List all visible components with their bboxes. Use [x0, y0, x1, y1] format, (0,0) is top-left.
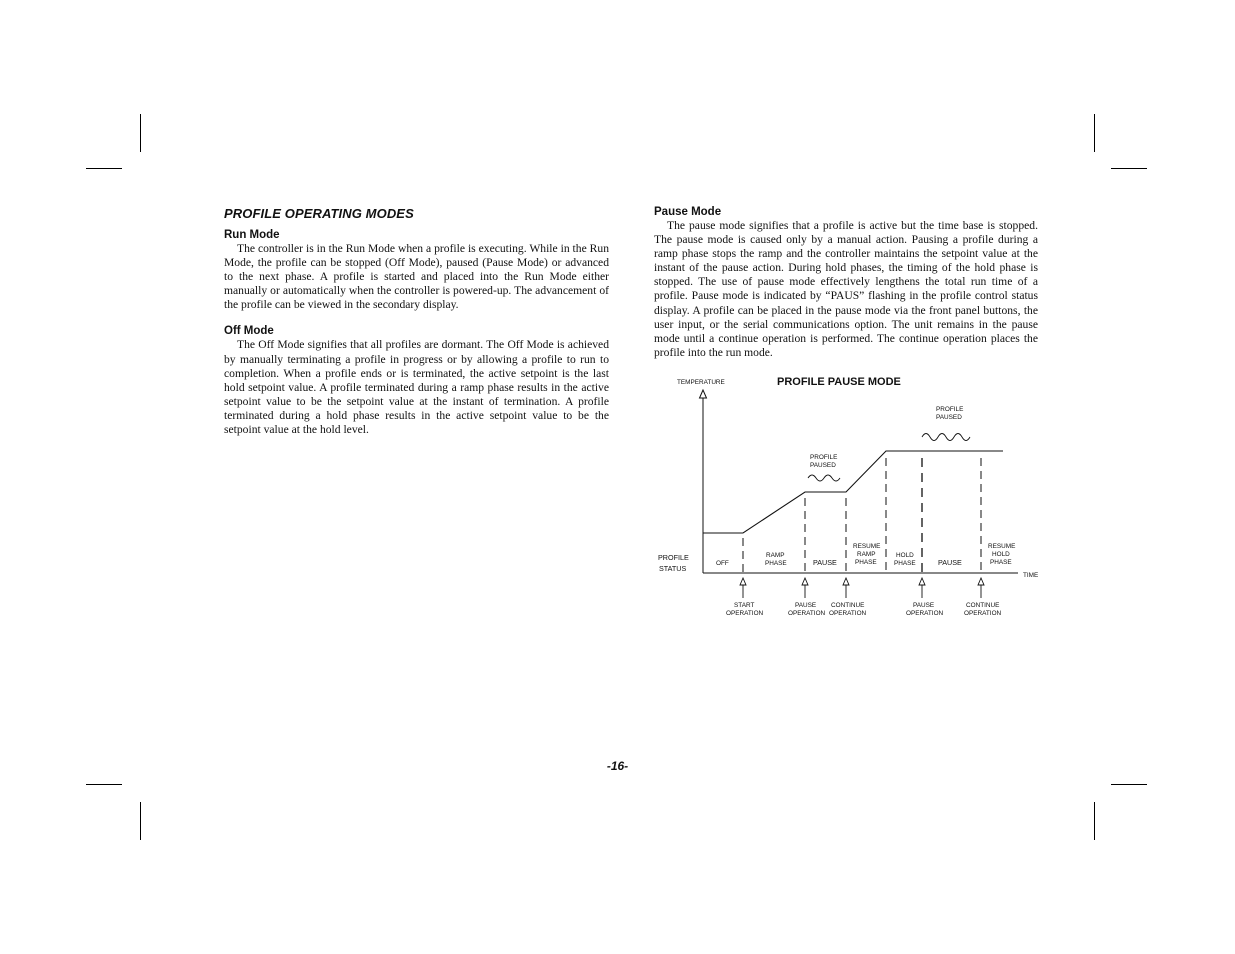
- phase-resume-hold-line1: RESUME: [988, 543, 1016, 550]
- profile-pause-mode-diagram: [650, 370, 1045, 625]
- phase-pause-1: PAUSE: [813, 558, 837, 567]
- run-mode-paragraph: The controller is in the Run Mode when a profile is executing. While in the Run Mode, the profile can be stopped (Off Mode), paused (Pause Mode) or advanced to the next phase. A profile is started and placed into the Run Mode either manually or automatically when the controller is powered-up. The advancement of the profile can be viewed in the secondary display.: [224, 242, 609, 312]
- op-continue-a-line1: CONTINUE: [831, 602, 865, 609]
- op-pause-a-line1: PAUSE: [795, 602, 817, 609]
- profile-curve: [703, 451, 1003, 533]
- op-pause-a-line2: OPERATION: [788, 610, 826, 617]
- phase-resume-hold-line3: PHASE: [990, 559, 1012, 566]
- op-continue-a-line2: OPERATION: [829, 610, 867, 617]
- paused-label-1-line2: PAUSED: [810, 462, 836, 469]
- phase-off: OFF: [716, 560, 729, 567]
- paused-label-1-line1: PROFILE: [810, 454, 838, 461]
- diagram-title: PROFILE PAUSE MODE: [777, 376, 901, 388]
- crop-mark: [1094, 802, 1095, 840]
- phase-ramp-line1: RAMP: [766, 552, 785, 559]
- page-number: -16-: [606, 759, 629, 773]
- phase-hold-line1: HOLD: [896, 552, 914, 559]
- crop-mark: [1111, 168, 1147, 169]
- op-pause-b-line2: OPERATION: [906, 610, 944, 617]
- off-mode-heading: Off Mode: [224, 325, 274, 338]
- y-axis-label: TEMPERATURE: [677, 379, 725, 386]
- status-label-line1: PROFILE: [658, 553, 689, 562]
- crop-mark: [1094, 114, 1095, 152]
- off-mode-paragraph: The Off Mode signifies that all profiles are dormant. The Off Mode is achieved by manually terminating a profile in progress or by allowing a profile to run to completion. When a profile ends or is terminated, the active setpoint is the last hold setpoint value. A profile terminated during a ramp phase results in the active setpoint value to be the setpoint value at the instant of termination. A profile terminated during a hold phase results in the active setpoint value to be the setpoint value at the hold level.: [224, 338, 609, 437]
- run-mode-heading: Run Mode: [224, 229, 280, 241]
- op-continue-b-line1: CONTINUE: [966, 602, 1000, 609]
- pause-wave-icon: [922, 434, 970, 441]
- page-title: PROFILE OPERATING MODES: [224, 206, 414, 221]
- op-start-line2: OPERATION: [726, 610, 764, 617]
- op-pause-b-line1: PAUSE: [913, 602, 935, 609]
- op-start-line1: START: [734, 602, 755, 609]
- crop-mark: [140, 114, 141, 152]
- crop-mark: [86, 784, 122, 785]
- phase-hold-line2: PHASE: [894, 560, 916, 567]
- phase-resume-ramp-line2: RAMP: [857, 551, 876, 558]
- paused-label-2-line2: PAUSED: [936, 414, 962, 421]
- crop-mark: [86, 168, 122, 169]
- phase-ramp-line2: PHASE: [765, 560, 787, 567]
- pause-mode-paragraph: The pause mode signifies that a profile is active but the time base is stopped. The pause mode is caused only by a manual action. Pausing a profile during a ramp phase stops the ramp and the controller maintains the setpoint value at the instant of the pause action. During hold phases, the timing of the hold phase is stopped. The use of pause mode effectively lengthens the total run time of a profile. Pause mode is indicated by “PAUS” flashing in the profile control status display. A profile can be placed in the pause mode via the front panel buttons, the user input, or the serial communications option. The unit remains in the pause mode until a continue operation is performed. The continue operation places the profile into the run mode.: [654, 219, 1038, 359]
- left-column: [224, 206, 609, 437]
- paused-label-2-line1: PROFILE: [936, 406, 964, 413]
- phase-resume-ramp-line3: PHASE: [855, 559, 877, 566]
- right-column: [654, 206, 1038, 360]
- phase-resume-hold-line2: HOLD: [992, 551, 1010, 558]
- pause-wave-icon: [808, 475, 840, 481]
- crop-mark: [1111, 784, 1147, 785]
- op-continue-b-line2: OPERATION: [964, 610, 1002, 617]
- operation-arrows: [740, 578, 984, 598]
- status-label-line2: STATUS: [659, 564, 687, 573]
- phase-pause-2: PAUSE: [938, 558, 962, 567]
- crop-mark: [140, 802, 141, 840]
- phase-resume-ramp-line1: RESUME: [853, 543, 881, 550]
- pause-mode-heading: Pause Mode: [654, 206, 722, 218]
- x-axis-label: TIME: [1023, 572, 1039, 579]
